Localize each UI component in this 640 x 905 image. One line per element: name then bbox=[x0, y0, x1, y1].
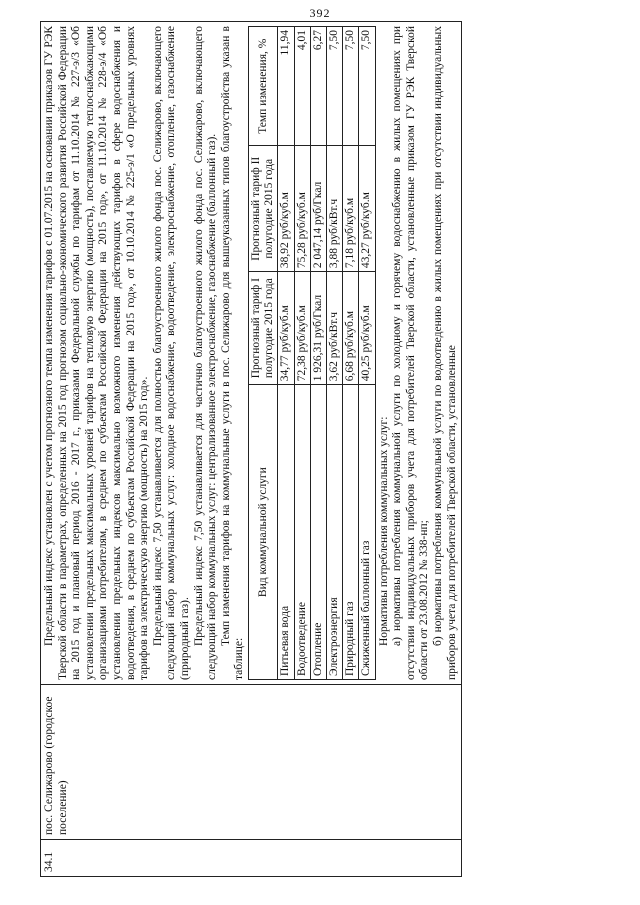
tariff-h1: 34,77 руб/куб.м bbox=[278, 272, 294, 385]
header-tariff-h2: Прогнозный тариф II полугодие 2015 года bbox=[248, 146, 277, 272]
service-name: Питьевая вода bbox=[278, 385, 294, 680]
change-rate: 4,01 bbox=[294, 27, 310, 146]
tariff-header-row bbox=[248, 27, 277, 680]
table-row bbox=[278, 27, 294, 680]
table-row bbox=[326, 27, 342, 680]
norms-item-b: б) нормативы потребления коммунальной услуги по водоотведению в жилых помещениях при отсутствии индивидуальных приборов учета для потребителей Тверской области, установленные bbox=[431, 26, 458, 680]
tariff-h1: 6,68 руб/куб.м bbox=[343, 272, 359, 385]
header-service: Вид коммунальной услуги bbox=[248, 385, 277, 680]
header-tariff-h1: Прогнозный тариф I полугодие 2015 года bbox=[248, 272, 277, 385]
paragraph-partial-amenities: Предельный индекс 7,50 устанавливается для частично благоустроенного жилого фонда пос. Селижарово, включающего следующий набор коммунальных услуг: централизованное электроснабжение, газоснабжение (баллонный газ). bbox=[192, 26, 219, 680]
paragraph-index-basis: Предельный индекс установлен с учетом прогнозного темпа изменения тарифов с 01.07.2015 на основании приказов ГУ РЭК Тверской области в параметрах, определенных на 2015 год прогнозом социально-экономического развития Российской Федерации на 2015 год и плановый период 2016 - 2017 г., приказами Федеральной службы по тарифам от 11.10.2014 № 227-э/3 «Об установлении предельных максимальных уровней тарифов на тепловую энергию (мощность), поставляемую теплоснабжающими организациями потребителям, в среднем по субъектам Российской Федерации на 2015 год», от 11.10.2014 № 228-э/4 «Об установлении предельных индексов максимально возможного изменения действующих тарифов в сфере водоснабжения и водоотведения, в среднем по субъектам Российской Федерации на 2015 год», от 10.10.2014 № 225-э/1 «О предельных уровнях тарифов на электрическую энергию (мощность) на 2015 год». bbox=[43, 26, 151, 680]
header-change-rate: Темп изменения, % bbox=[248, 27, 277, 146]
change-rate: 11,94 bbox=[278, 27, 294, 146]
main-table bbox=[40, 21, 462, 877]
table-row bbox=[41, 22, 462, 877]
service-name: Электроэнергия bbox=[326, 385, 342, 680]
row-content bbox=[41, 22, 462, 685]
tariff-h1: 3,62 руб/кВт.ч bbox=[326, 272, 342, 385]
tariff-h2: 3,88 руб/кВт.ч bbox=[326, 146, 342, 272]
tariff-h2: 75,28 руб/куб.м bbox=[294, 146, 310, 272]
row-number: 34.1 bbox=[41, 840, 462, 877]
rotated-document-sheet bbox=[40, 21, 568, 877]
service-name: Сжиженный баллонный газ bbox=[359, 385, 375, 680]
norms-item-a: а) нормативы потребления коммунальной услуги по холодному и горячему водоснабжению в жилых помещениях при отсутствии индивидуальных приборов учета для потребителей Тверской области, установленные приказом ГУ РЭК Тверской области от 23.08.2012 № 338-нп; bbox=[391, 26, 431, 680]
tariff-h1: 72,38 руб/куб.м bbox=[294, 272, 310, 385]
table-row bbox=[359, 27, 375, 680]
tariff-table bbox=[248, 26, 376, 680]
change-rate: 7,50 bbox=[343, 27, 359, 146]
tariff-h1: 1 926,31 руб/Гкал bbox=[310, 272, 326, 385]
tariff-h2: 2 047,14 руб/Гкал bbox=[310, 146, 326, 272]
change-rate: 7,50 bbox=[326, 27, 342, 146]
change-rate: 7,50 bbox=[359, 27, 375, 146]
table-row bbox=[310, 27, 326, 680]
tariff-h2: 7,18 руб/куб.м bbox=[343, 146, 359, 272]
service-name: Природный газ bbox=[343, 385, 359, 680]
service-name: Водоотведение bbox=[294, 385, 310, 680]
tariff-h2: 38,92 руб/куб.м bbox=[278, 146, 294, 272]
table-row bbox=[343, 27, 359, 680]
tariff-h1: 40,25 руб/куб.м bbox=[359, 272, 375, 385]
page-number: 392 bbox=[309, 6, 331, 20]
table-row bbox=[294, 27, 310, 680]
tariff-h2: 43,27 руб/куб.м bbox=[359, 146, 375, 272]
paragraph-table-intro: Темп изменения тарифов на коммунальные услуги в пос. Селижарово для вышеуказанных типов благоустройства указан в таблице: bbox=[219, 26, 246, 680]
norms-heading: Нормативы потребления коммунальных услуг: bbox=[377, 416, 390, 646]
service-name: Отопление bbox=[310, 385, 326, 680]
change-rate: 6,27 bbox=[310, 27, 326, 146]
paragraph-full-amenities: Предельный индекс 7,50 устанавливается для полностью благоустроенного жилого фонда пос. Селижарово, включающего следующий набор коммунальных услуг: холодное водоснабжение, водоотведение, электроснабжение, отопление, газоснабжение (природный газ). bbox=[151, 26, 191, 680]
settlement-name: пос. Селижарово (городское поселение) bbox=[41, 685, 462, 840]
